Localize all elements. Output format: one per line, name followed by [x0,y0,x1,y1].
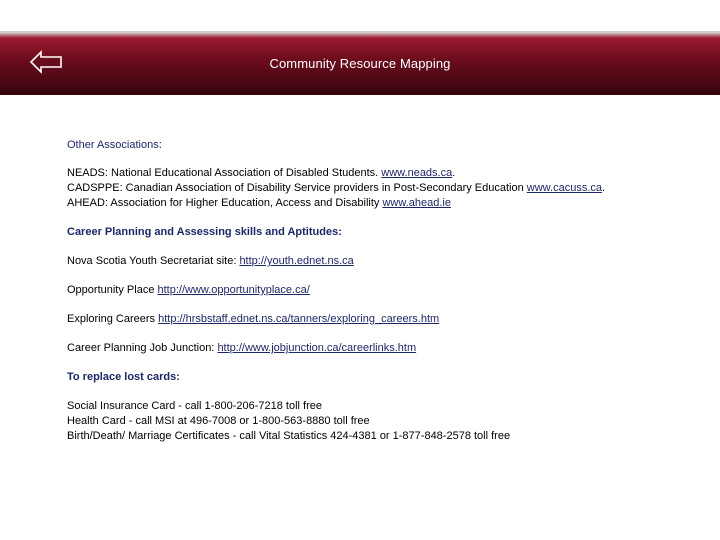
youth-link[interactable]: http://youth.ednet.ns.ca [239,255,354,267]
page-title: Community Resource Mapping [269,56,451,71]
association-suffix: . [452,167,456,179]
jobjunction-link[interactable]: http://www.jobjunction.ca/careerlinks.htm [217,342,417,354]
association-text: CADSPPE: Canadian Association of Disability Service providers in Post-Secondary Education [67,182,527,194]
association-line-neads [67,166,707,181]
opportunity-link[interactable]: http://www.opportunityplace.ca/ [157,284,310,296]
lost-card-line-vital: Birth/Death/ Marriage Certificates - call Vital Statistics 424-4381 or 1-877-848-2578 toll free [67,430,511,442]
lost-cards-section [67,370,707,444]
ahead-link[interactable]: www.ahead.ie [382,197,451,209]
career-item-jobjunction [67,341,707,356]
career-item-text: Opportunity Place [67,284,158,296]
lost-cards-heading: To replace lost cards: [67,371,180,383]
career-planning-section [67,225,707,356]
other-associations-heading-line [67,138,707,153]
header-bar [0,31,720,95]
association-line-cadsppe [67,181,707,196]
career-item-text: Exploring Careers [67,313,159,325]
other-associations-colon: : [158,139,162,151]
exploring-careers-link[interactable]: http://hrsbstaff.ednet.ns.ca/tanners/exploring_careers.htm [158,313,440,325]
career-item-exploring [67,312,707,327]
association-text: NEADS: National Educational Association of Disabled Students. [67,167,382,179]
association-text: AHEAD: Association for Higher Education, Access and Disability [67,197,383,209]
content-body [67,138,707,444]
association-line-ahead [67,196,707,211]
lost-card-line-sin: Social Insurance Card - call 1-800-206-7218 toll free [67,400,322,412]
career-item-opportunity [67,283,707,298]
career-item-text: Nova Scotia Youth Secretariat site: [67,255,240,267]
career-planning-heading: Career Planning and Assessing skills and Aptitudes: [67,226,342,238]
career-item-youth [67,254,707,269]
cacuss-link[interactable]: www.cacuss.ca [526,182,602,194]
other-associations-section [67,138,707,211]
association-suffix: . [602,182,606,194]
other-associations-heading: Other Associations [67,139,159,151]
lost-card-line-health: Health Card - call MSI at 496-7008 or 1-800-563-8880 toll free [67,415,370,427]
neads-link[interactable]: www.neads.ca [381,167,453,179]
career-item-text: Career Planning Job Junction: [67,342,218,354]
